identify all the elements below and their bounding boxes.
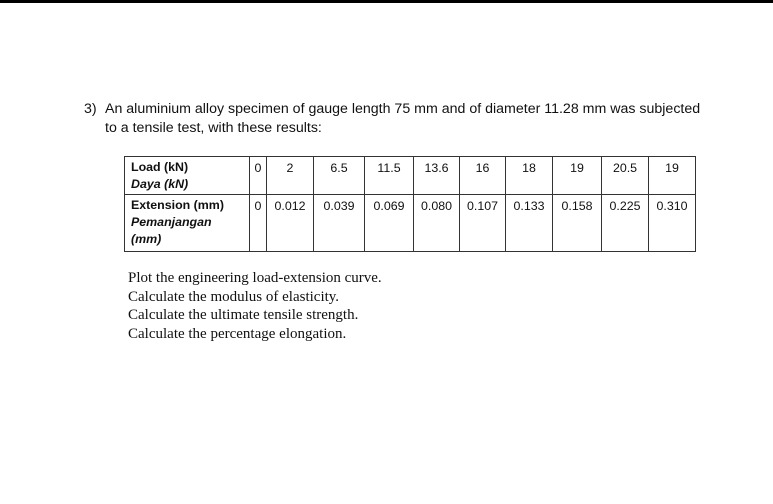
load-cell: 2 — [267, 157, 314, 195]
load-cell: 18 — [506, 157, 553, 195]
load-cell: 20.5 — [602, 157, 649, 195]
extension-cell: 0.225 — [602, 195, 649, 252]
load-label: Load (kN) — [131, 160, 189, 174]
load-label-alt: Daya (kN) — [131, 177, 189, 191]
results-table — [124, 156, 696, 252]
load-cell: 19 — [553, 157, 602, 195]
extension-row — [125, 195, 696, 252]
extension-unit-alt: (mm) — [131, 232, 162, 246]
load-row — [125, 157, 696, 195]
load-cell: 0 — [250, 157, 267, 195]
load-cell: 13.6 — [414, 157, 460, 195]
load-cell: 6.5 — [314, 157, 365, 195]
item-text: Calculate the ultimate tensile strength. — [128, 307, 359, 323]
load-cell: 19 — [649, 157, 696, 195]
question-number: 3) — [84, 101, 97, 117]
top-border-line — [0, 0, 773, 3]
extension-cell: 0.158 — [553, 195, 602, 252]
extension-cell: 0.080 — [414, 195, 460, 252]
extension-header — [125, 195, 250, 252]
question-text: An aluminium alloy specimen of gauge length 75 mm and of diameter 11.28 mm was subjected to a tensile test, with these results: — [105, 101, 701, 136]
item-text: Calculate the percentage elongation. — [128, 325, 347, 342]
extension-cell: 0.310 — [649, 195, 696, 252]
load-cell: 16 — [460, 157, 506, 195]
extension-label-alt: Pemanjangan — [131, 215, 212, 229]
extension-cell: 0 — [250, 195, 267, 252]
load-cell: 11.5 — [365, 157, 414, 195]
extension-cell: 0.012 — [267, 195, 314, 252]
load-header — [125, 157, 250, 195]
item-text: Plot the engineering load-extension curve. — [128, 270, 382, 286]
extension-cell: 0.069 — [365, 195, 414, 252]
item-text: Calculate the modulus of elasticity. — [128, 288, 340, 305]
extension-cell: 0.133 — [506, 195, 553, 252]
extension-cell: 0.107 — [460, 195, 506, 252]
extension-cell: 0.039 — [314, 195, 365, 252]
extension-label: Extension (mm) — [131, 198, 224, 212]
